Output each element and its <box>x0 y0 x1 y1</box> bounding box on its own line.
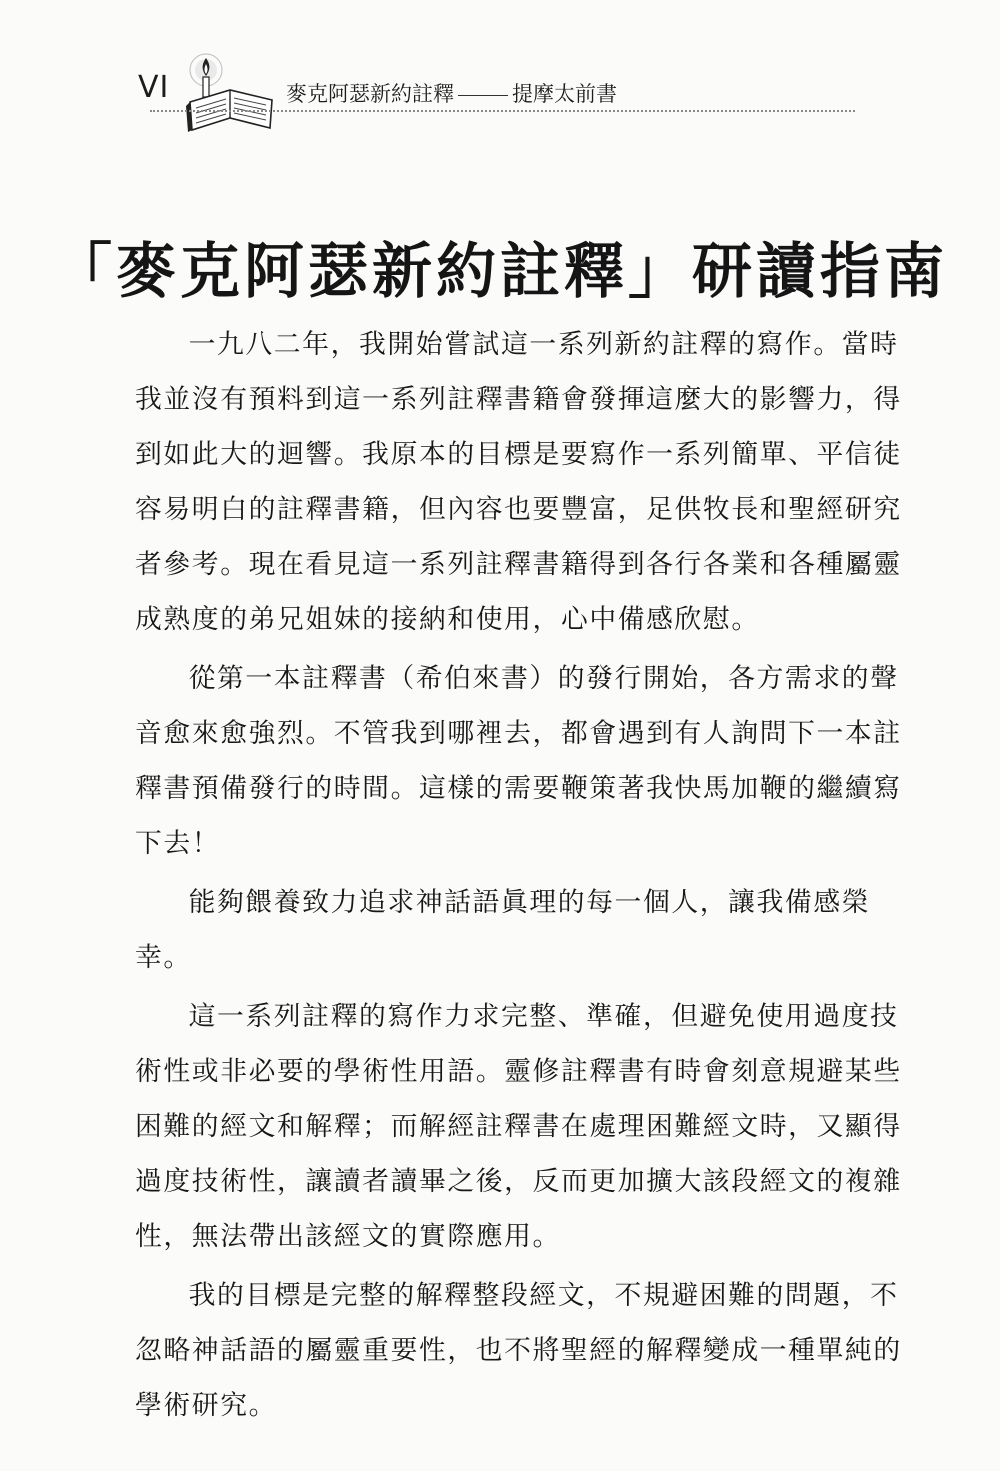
paragraph: 從第一本註釋書（希伯來書）的發行開始，各方需求的聲音愈來愈強烈。不管我到哪裡去，都會遇到有人詢問下一本註釋書預備發行的時間。這樣的需要鞭策著我快馬加鞭的繼續寫下去！ <box>135 663 902 859</box>
title-dash <box>458 95 508 96</box>
running-title <box>286 78 617 108</box>
paragraph: 我的目標是完整的解釋整段經文，不規避困難的問題，不忽略神話語的屬靈重要性，也不將聖經的解釋變成一種單純的學術研究。 <box>135 1280 902 1421</box>
paragraph: 能夠餵養致力追求神話語眞理的每一個人，讓我備感榮幸。 <box>135 887 871 973</box>
book-subtitle: 提摩太前書 <box>512 82 617 106</box>
header-dotted-rule <box>150 110 855 112</box>
paragraph: 一九八二年，我開始嘗試這一系列新約註釋的寫作。當時我並沒有預料到這一系列註釋書籍會發揮這麼大的影響力，得到如此大的迴響。我原本的目標是要寫作一系列簡單、平信徒容易明白的註釋書籍，但內容也要豐富，足供牧長和聖經研究者參考。現在看見這一系列註釋書籍得到各行各業和各種屬靈成熟度的弟兄姐妹的接納和使用，心中備感欣慰。 <box>135 329 902 635</box>
page-number: VI <box>138 70 170 105</box>
book-title: 麥克阿瑟新約註釋 <box>286 82 454 106</box>
paragraph: 這一系列註釋的寫作力求完整、準確，但避免使用過度技術性或非必要的學術性用語。靈修註釋書有時會刻意規避某些困難的經文和解釋；而解經註釋書在處理困難經文時，又顯得過度技術性，讓讀者讀畢之後，反而更加擴大該段經文的複雜性，無法帶出該經文的實際應用。 <box>135 1001 902 1252</box>
chapter-title: 「麥克阿瑟新約註釋」研讀指南 <box>52 237 948 308</box>
running-header <box>0 0 1000 140</box>
body-text <box>135 317 915 1437</box>
candle-book-icon <box>176 50 280 134</box>
